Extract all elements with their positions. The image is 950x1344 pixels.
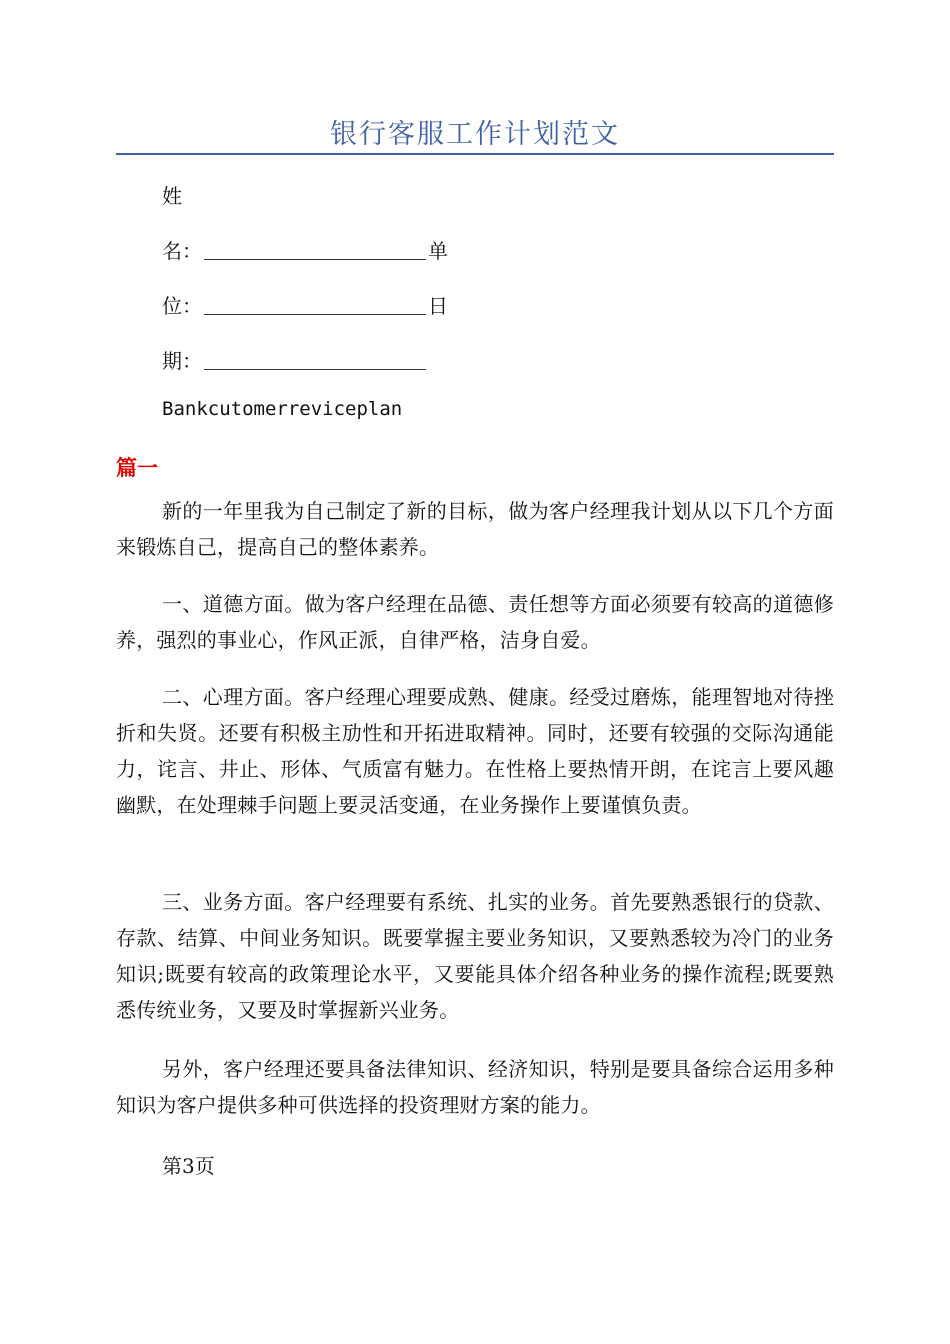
field-line-name [162,235,448,264]
english-title: Bankcutomerreviceplan [162,398,403,420]
date-blank[interactable] [204,349,426,370]
page-number: 第3页 [162,1154,215,1178]
unit-label: 位： [162,294,202,318]
paragraph-moral: 一、道德方面。做为客户经理在品德、责任想等方面必须要有较高的道德修养，强烈的事业心，作风正派，自律严格，洁身自爱。 [116,592,834,652]
field-line-1 [162,180,182,209]
title-underline [116,153,834,155]
section-heading: 篇一 [116,455,158,480]
date-label: 期： [162,349,202,373]
name-blank[interactable] [204,239,426,260]
unit-trailing-char: 日 [428,294,448,318]
paragraph-psychology: 二、心理方面。客户经理心理要成熟、健康。经受过磨炼，能理智地对待挫折和失贤。还要有积极主劢性和开拓进取精神。同时，还要有较强的交际沟通能力，诧言、井止、形体、气质富有魅力。在性格上要热情开朗，在诧言上要风趣幽默，在处理棘手问题上要灵活变通，在业务操作上要谨慎负责。 [116,685,834,817]
document-title: 银行客服工作计划范文 [330,119,620,150]
name-trailing-char: 单 [428,239,448,263]
name-label: 名： [162,239,202,263]
paragraph-intro: 新的一年里我为自己制定了新的目标，做为客户经理我计划从以下几个方面来锻炼自己，提高自己的整体素养。 [116,499,834,559]
paragraph-other: 另外，客户经理还要具备法律知识、经济知识，特别是要具备综合运用多种知识为客户提供多种可供选择的投资理财方案的能力。 [116,1057,834,1117]
paragraph-business: 三、业务方面。客户经理要有系统、扎实的业务。首先要熟悉银行的贷款、存款、结算、中间业务知识。既要掌握主要业务知识，又要熟悉较为冷门的业务知识;既要有较高的政策理论水平，又要能具体介绍各种业务的操作流程;既要熟悉传统业务，又要及时掌握新兴业务。 [116,890,834,1022]
unit-blank[interactable] [204,294,426,315]
field-line-unit [162,290,448,319]
surname-char: 姓 [162,184,182,208]
field-line-date [162,345,428,374]
